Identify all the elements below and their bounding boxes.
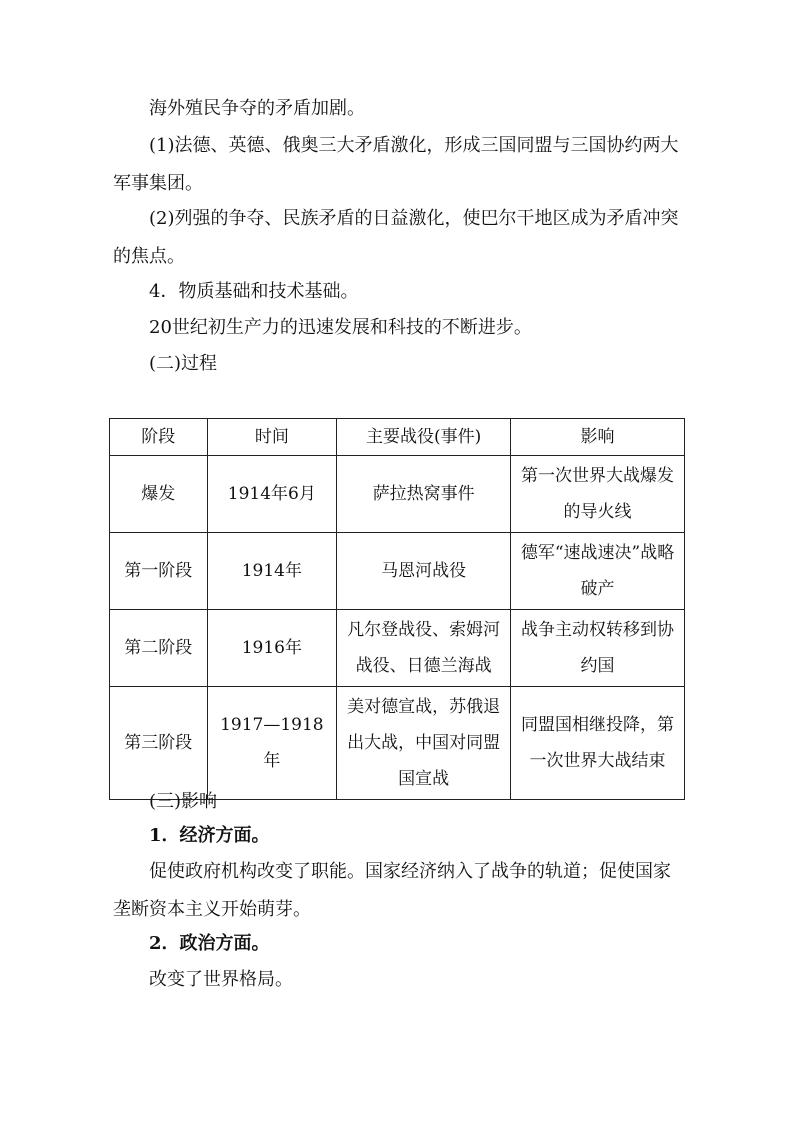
cell-event: 马恩河战役	[337, 533, 511, 610]
header-event: 主要战役(事件)	[337, 419, 511, 456]
header-time: 时间	[207, 419, 337, 456]
intro-paragraph-1: 海外殖民争夺的矛盾加剧。	[149, 98, 365, 119]
table-row	[110, 456, 685, 533]
cell-time: 1914年6月	[207, 456, 337, 533]
cell-time: 1917—1918年	[207, 687, 337, 800]
cell-impact: 德军“速战速决”战略破产	[511, 533, 685, 610]
intro-paragraph-2: (1)法德、英德、俄奥三大矛盾激化，形成三国同盟与三国协约两大军事集团。	[113, 135, 679, 194]
economy-paragraph: 促使政府机构改变了职能。国家经济纳入了战争的轨道；促使国家垄断资本主义开始萌芽。	[113, 861, 671, 920]
section-heading-process: (二)过程	[149, 353, 218, 374]
politics-paragraph: 改变了世界格局。	[149, 969, 293, 990]
table-row	[110, 610, 685, 687]
intro-paragraph-5: 20世纪初生产力的迅速发展和科技的不断进步。	[149, 317, 532, 338]
cell-impact: 第一次世界大战爆发的导火线	[511, 456, 685, 533]
cell-time: 1914年	[207, 533, 337, 610]
cell-event: 萨拉热窝事件	[337, 456, 511, 533]
cell-stage: 第一阶段	[110, 533, 208, 610]
header-stage: 阶段	[110, 419, 208, 456]
cell-stage: 第三阶段	[110, 687, 208, 800]
war-stages-table	[109, 418, 685, 800]
intro-paragraph-3: (2)列强的争夺、民族矛盾的日益激化，使巴尔干地区成为矛盾冲突的焦点。	[113, 208, 679, 267]
cell-impact: 战争主动权转移到协约国	[511, 610, 685, 687]
cell-stage: 爆发	[110, 456, 208, 533]
cell-event: 凡尔登战役、索姆河战役、日德兰海战	[337, 610, 511, 687]
header-impact: 影响	[511, 419, 685, 456]
cell-time: 1916年	[207, 610, 337, 687]
table-header-row	[110, 419, 685, 456]
cell-stage: 第二阶段	[110, 610, 208, 687]
cell-event: 美对德宣战，苏俄退出大战，中国对同盟国宣战	[337, 687, 511, 800]
cell-impact: 同盟国相继投降，第一次世界大战结束	[511, 687, 685, 800]
section-heading-impact: (三)影响	[149, 791, 218, 812]
section-heading-politics: 2．政治方面。	[149, 933, 270, 954]
section-heading-4: 4．物质基础和技术基础。	[149, 281, 359, 302]
section-heading-economy: 1．经济方面。	[149, 825, 270, 846]
table-row	[110, 533, 685, 610]
